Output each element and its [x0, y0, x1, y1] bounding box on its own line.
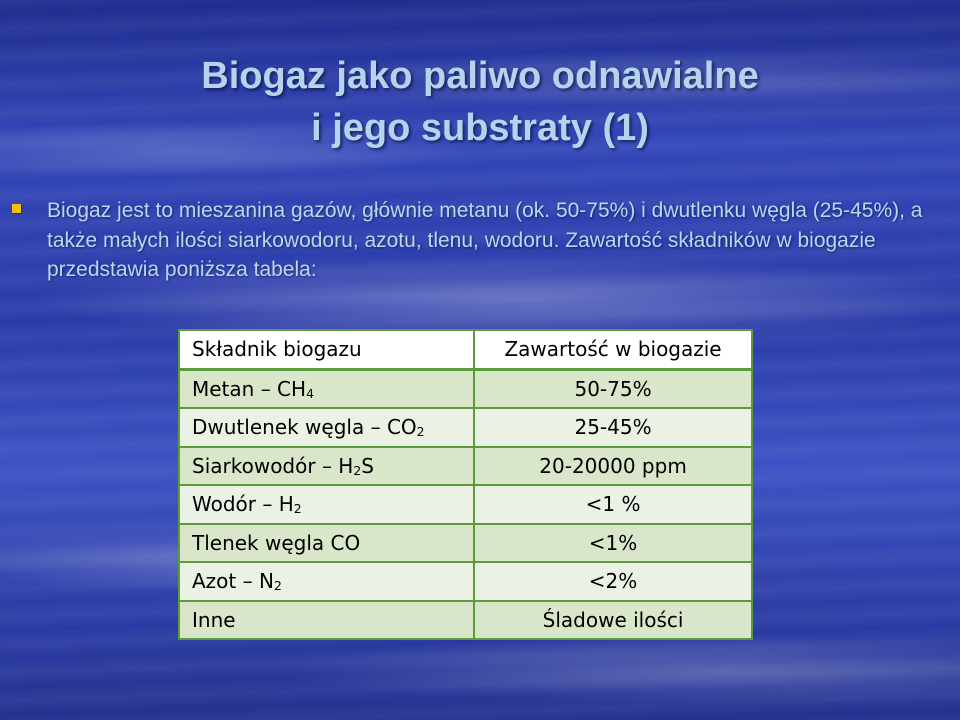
slide-title — [0, 50, 960, 154]
component-name: Siarkowodór – H — [192, 453, 354, 478]
component-name: Inne — [192, 607, 236, 632]
component-cell — [179, 562, 474, 601]
component-suffix: S — [361, 453, 374, 478]
component-subscript: 2 — [293, 501, 302, 517]
biogas-composition-table — [178, 329, 753, 640]
component-subscript: 2 — [273, 578, 282, 594]
content-cell: Śladowe ilości — [474, 601, 752, 640]
component-name: Azot – N — [192, 569, 274, 594]
component-name: Metan – CH — [192, 376, 307, 401]
table-row — [179, 369, 752, 408]
component-name: Tlenek węgla CO — [192, 530, 361, 555]
component-subscript: 2 — [353, 462, 362, 478]
content-cell: <1 % — [474, 485, 752, 524]
component-cell — [179, 524, 474, 563]
component-name: Dwutlenek węgla – CO — [192, 415, 417, 440]
table-row — [179, 562, 752, 601]
component-subscript: 2 — [416, 424, 425, 440]
table-row — [179, 408, 752, 447]
component-cell — [179, 369, 474, 408]
component-subscript: 4 — [306, 385, 314, 401]
content-cell: 50-75% — [474, 369, 752, 408]
component-cell — [179, 601, 474, 640]
table-row — [179, 485, 752, 524]
component-name: Wodór – H — [192, 492, 294, 517]
bullet-text: Biogaz jest to mieszanina gazów, głównie metanu (ok. 50-75%) i dwutlenku węgla (25-45%), a także małych ilości siarkowodoru, azotu, tlenu, wodoru. Zawartość składników w biogazie przedstawia poniższa tabela: — [47, 199, 923, 281]
component-cell — [179, 408, 474, 447]
column-header-component: Składnik biogazu — [179, 330, 474, 369]
component-cell — [179, 447, 474, 486]
column-header-content: Zawartość w biogazie — [474, 330, 752, 369]
table-header-row — [179, 330, 752, 369]
slide-title-line-1: Biogaz jako paliwo odnawialne — [201, 55, 759, 97]
content-cell: <2% — [474, 562, 752, 601]
component-cell — [179, 485, 474, 524]
table-row — [179, 447, 752, 486]
table-row — [179, 601, 752, 640]
content-cell: 25-45% — [474, 408, 752, 447]
bullet-point — [10, 196, 940, 285]
slide-title-line-2: i jego substraty (1) — [311, 107, 649, 149]
table-row — [179, 524, 752, 563]
square-bullet-icon — [12, 204, 21, 213]
content-cell: <1% — [474, 524, 752, 563]
content-cell: 20-20000 ppm — [474, 447, 752, 486]
